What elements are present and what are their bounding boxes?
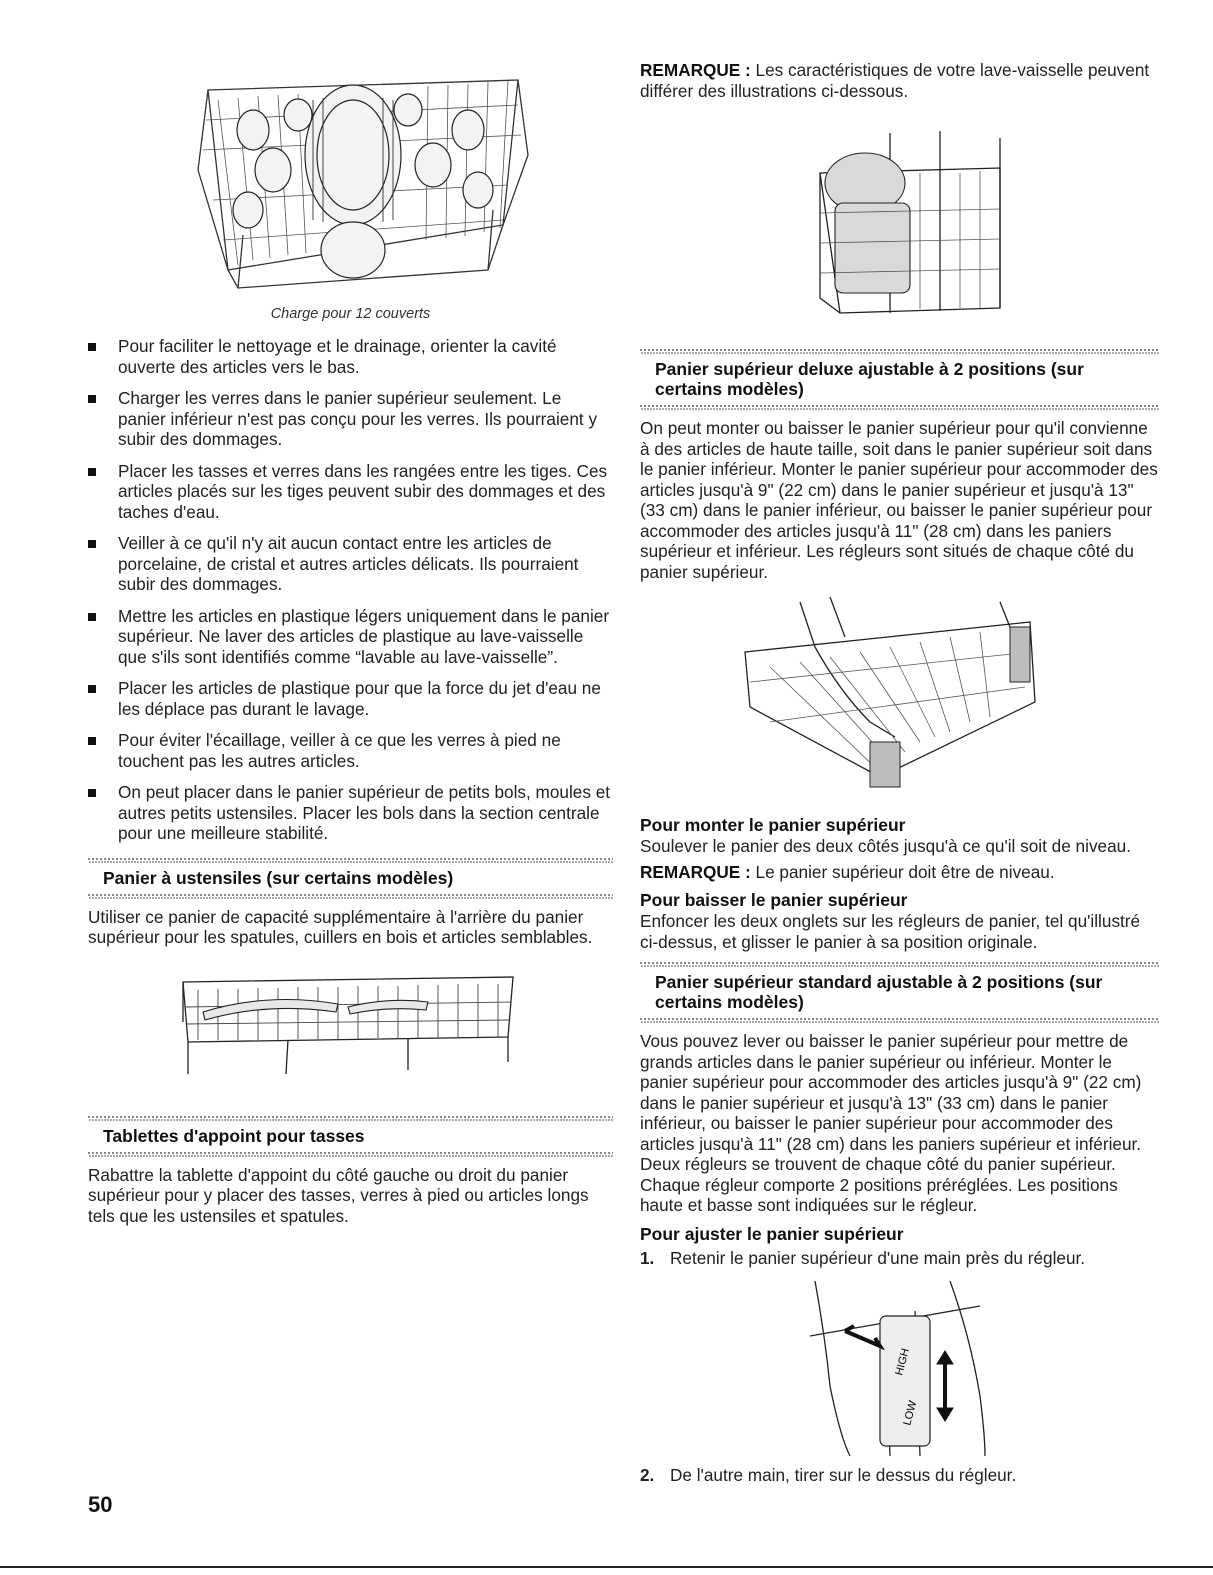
- list-item: Placer les tasses et verres dans les rangées entre les tiges. Ces articles placés sur les tiges peuvent subir des dommages et des taches d'eau.: [88, 461, 613, 523]
- standard-rack-section: [640, 962, 1160, 1216]
- section-text: Rabattre la tablette d'appoint du côté gauche ou droit du panier supérieur pour y placer des tasses, verres à pied ou articles longs tels que les ustensiles et spatules.: [88, 1164, 589, 1226]
- step-item: [640, 1465, 1160, 1486]
- deluxe-rack-illustration: [640, 113, 1160, 343]
- list-item: Placer les articles de plastique pour que la force du jet d'eau ne les déplace pas durant le lavage.: [88, 678, 613, 719]
- section-text: Vous pouvez lever ou baisser le panier supérieur pour mettre de grands articles dans le panier supérieur ou inférieur. Monter le panier supérieur pour accommoder des articles jusqu'à 9" (22 cm) dans le panier supérieur et jusqu'à 13" (33 cm) dans le panier inférieur, ou baisser le panier supérieur pour accommoder des articles jusqu'à 11" (28 cm) dans les paniers supérieur et inférieur. Deux régleurs se trouvent de chaque côté du panier supérieur. Chaque régleur comporte 2 positions préréglées. Les positions haute et basse sont indiquées sur le régleur.: [640, 1031, 1142, 1215]
- deluxe-rack-image: [640, 113, 1160, 343]
- utensil-basket-image: [88, 962, 613, 1102]
- lower-text: Enfoncer les deux onglets sur les régleurs de panier, tel qu'illustré ci-dessus, et glisser le panier à sa position originale.: [640, 911, 1141, 952]
- list-item: Mettre les articles en plastique légers uniquement dans le panier supérieur. Ne laver des articles de plastique au lave-vaisselle que s'ils sont identifiés comme “lavable au lave-vaisselle”.: [88, 606, 613, 668]
- section-text: On peut monter ou baisser le panier supérieur pour qu'il convienne à des articles de haute taille, soit dans le panier supérieur soit dans le panier inférieur. Monter le panier supérieur pour accommoder des articles jusqu'à 9" (22 cm) dans le panier supérieur et jusqu'à 13" (33 cm) dans le panier inférieur, ou baisser le panier supérieur pour accommoder des articles jusqu'à 11" (28 cm) dans les paniers supérieur et inférieur. Les régleurs sont situés de chaque côté du panier supérieur.: [640, 418, 1158, 582]
- step-text: De l'autre main, tirer sur le dessus du régleur.: [670, 1465, 1017, 1485]
- raise-rack-image: [640, 592, 1160, 807]
- note-label: REMARQUE :: [640, 60, 751, 80]
- list-item: Charger les verres dans le panier supérieur seulement. Le panier inférieur n'est pas conçu pour les verres. Ils pourraient y subir des dommages.: [88, 388, 613, 450]
- right-column: [640, 60, 1160, 1486]
- figure-caption: Charge pour 12 couverts: [270, 306, 431, 322]
- adjust-steps-list: [640, 1248, 1160, 1269]
- adjust-steps-list-2: [640, 1465, 1160, 1486]
- deluxe-rack-section: [640, 349, 1160, 582]
- left-column: [88, 60, 613, 1226]
- list-item: Veiller à ce qu'il n'y ait aucun contact entre les articles de porcelaine, de cristal et autres articles délicats. Ils pourraient subir des dommages.: [88, 533, 613, 595]
- step-number: 1.: [640, 1247, 655, 1268]
- raise-heading: Pour monter le panier supérieur: [640, 815, 906, 835]
- adjuster-illustration: [640, 1276, 1160, 1461]
- list-item: On peut placer dans le panier supérieur de petits bols, moules et autres petits ustensiles. Placer les bols dans la section centrale pour une meilleure stabilité.: [88, 782, 613, 844]
- utensil-basket-section: [88, 858, 613, 948]
- adjuster-low-label: LOW: [901, 1399, 920, 1427]
- footer-rule: [0, 1566, 1213, 1568]
- dish-rack-image: [88, 60, 613, 300]
- note-label: REMARQUE :: [640, 861, 751, 882]
- section-rule: [640, 405, 1160, 410]
- list-item: Pour éviter l'écaillage, veiller à ce que les verres à pied ne touchent pas les autres articles.: [88, 730, 613, 771]
- step-item: [640, 1248, 1160, 1269]
- lower-heading: Pour baisser le panier supérieur: [640, 890, 908, 910]
- section-rule: [640, 1018, 1160, 1023]
- utensil-basket-illustration: [88, 962, 613, 1102]
- rack-load-illustration: [88, 60, 613, 300]
- section-heading: Panier à ustensiles (sur certains modèles): [103, 867, 454, 888]
- adjust-heading: Pour ajuster le panier supérieur: [640, 1223, 904, 1244]
- adjuster-image: [640, 1276, 1160, 1461]
- section-heading: Panier supérieur deluxe ajustable à 2 positions (sur certains modèles): [655, 359, 1084, 399]
- section-text: Utiliser ce panier de capacité supplémentaire à l'arrière du panier supérieur pour les spatules, cuillers en bois et articles semblables.: [88, 906, 593, 947]
- cup-shelves-section: [88, 1116, 613, 1227]
- section-rule: [88, 894, 613, 899]
- note-paragraph: [640, 60, 1160, 101]
- page-number: 50: [88, 1492, 113, 1517]
- list-item: Pour faciliter le nettoyage et le drainage, orienter la cavité ouverte des articles vers le bas.: [88, 336, 613, 377]
- section-heading: Panier supérieur standard ajustable à 2 positions (sur certains modèles): [655, 972, 1103, 1012]
- section-heading: Tablettes d'appoint pour tasses: [103, 1125, 365, 1146]
- note-paragraph-2: [640, 862, 1160, 883]
- adjuster-high-label: HIGH: [893, 1347, 913, 1377]
- note-text: Les caractéristiques de votre lave-vaisselle peuvent différer des illustrations ci-dessous.: [640, 60, 1150, 101]
- section-rule: [88, 1152, 613, 1157]
- raise-rack-illustration: [640, 592, 1160, 807]
- note-text: Le panier supérieur doit être de niveau.: [750, 861, 1055, 882]
- loading-tips-list: [88, 336, 613, 844]
- step-text: Retenir le panier supérieur d'une main près du régleur.: [670, 1247, 1086, 1268]
- raise-text: Soulever le panier des deux côtés jusqu'à ce qu'il soit de niveau.: [640, 836, 1131, 856]
- step-number: 2.: [640, 1465, 655, 1485]
